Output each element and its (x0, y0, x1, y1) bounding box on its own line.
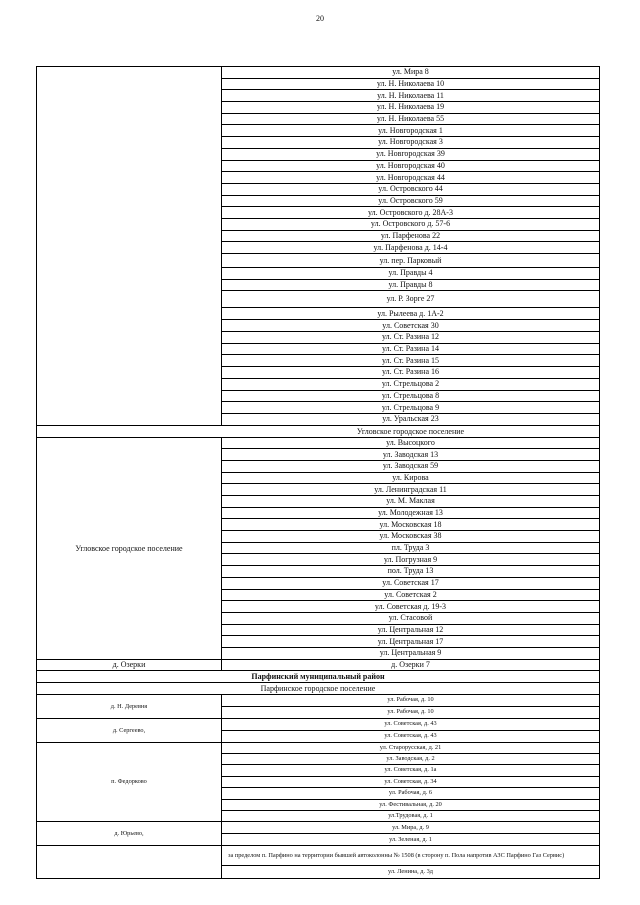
street-cell: ул. Ст. Разина 15 (222, 355, 599, 367)
ozerki-place: д. Озерки (37, 660, 222, 671)
parfino-header: Парфинское городское поселение (37, 683, 599, 695)
n-derevnya-block (37, 695, 599, 719)
uglovskoe-block (37, 438, 599, 660)
street-cell: ул. Островского 59 (222, 196, 599, 208)
street-cell: ул. Парфенова 22 (222, 231, 599, 243)
street-cell: ул. Островского 44 (222, 184, 599, 196)
street-cell: ул. Зеленая, д. 1 (222, 834, 599, 846)
street-cell: ул. Стасовой (222, 613, 599, 625)
street-cell: ул. Новгородская 1 (222, 125, 599, 137)
street-cell: ул. Н. Николаева 55 (222, 114, 599, 126)
street-cell: ул. Рабочая, д. 10 (222, 695, 599, 707)
street-cell: ул. Парфенова д. 14-4 (222, 242, 599, 254)
street-cell: ул. Советская д. 19-3 (222, 601, 599, 613)
uglovskoe-label: Угловское городское поселение (37, 438, 222, 660)
street-cell: ул. Ст. Разина 14 (222, 344, 599, 356)
street-cell: ул. Молодежная 13 (222, 508, 599, 520)
street-cell: ул. Новгородская 40 (222, 161, 599, 173)
block1 (37, 67, 599, 426)
street-cell: ул. Фестивальная, д. 20 (222, 800, 599, 811)
street-cell: ул. Н. Николаева 19 (222, 102, 599, 114)
street-cell: ул. Советская, д. 43 (222, 731, 599, 743)
street-cell: ул. Стрельцова 2 (222, 379, 599, 391)
street-cell: ул. Центральная 12 (222, 625, 599, 637)
street-cell: ул. Стрельцова 9 (222, 402, 599, 414)
street-cell: ул. Рылеева д. 1А-2 (222, 308, 599, 320)
street-cell: ул. Центральная 9 (222, 648, 599, 660)
uglovskoe-header: Угловское городское поселение (37, 426, 599, 438)
street-cell: ул. Уральская 23 (222, 414, 599, 426)
street-cell: ул. Кирова (222, 473, 599, 485)
street-cell: ул. Советская, д. 1а (222, 765, 599, 776)
yurievo-streets (222, 822, 599, 846)
street-cell: ул. Старорусская, д. 21 (222, 743, 599, 754)
street-cell: ул. Московская 38 (222, 531, 599, 543)
street-cell: ул. Рабочая, д. 10 (222, 707, 599, 719)
n-derevnya-place: д. Н. Деревня (37, 695, 222, 719)
street-cell: ул. Заводская 59 (222, 461, 599, 473)
street-cell: ул. Заводская 13 (222, 449, 599, 461)
addresses-table (36, 66, 600, 879)
sergeevo-block (37, 719, 599, 743)
street-cell: ул. Ленинградская 11 (222, 484, 599, 496)
street-cell: ул. Ст. Разина 16 (222, 367, 599, 379)
street-cell: ул. Московская 18 (222, 519, 599, 531)
street-cell: ул. пер. Парковый (222, 254, 599, 268)
street-cell: ул. Н. Николаева 10 (222, 79, 599, 91)
sergeevo-streets (222, 719, 599, 743)
street-cell: ул. Советская 17 (222, 578, 599, 590)
street-cell: ул. Новгородская 3 (222, 137, 599, 149)
street-cell: ул. Стрельцова 8 (222, 391, 599, 403)
street-cell: ул. Советская, д. 43 (222, 719, 599, 731)
street-cell: ул.Трудовая, д. 1 (222, 811, 599, 822)
street-cell: ул. Заводская, д. 2 (222, 754, 599, 765)
fedorkovo-block (37, 743, 599, 823)
street-cell: ул. Центральная 17 (222, 636, 599, 648)
street-cell: ул. Р. Зорге 27 (222, 291, 599, 308)
last-street: ул. Ленина, д. 3д (388, 868, 433, 876)
page-number: 20 (316, 14, 324, 23)
yurievo-place: д. Юрьево, (37, 822, 222, 846)
street-cell: ул. Советская 2 (222, 590, 599, 602)
street-cell: пл. Труда 3 (222, 543, 599, 555)
street-cell: ул. Мира 8 (222, 67, 599, 79)
street-cell: пол. Труда 13 (222, 566, 599, 578)
street-cell: ул. Н. Николаева 11 (222, 90, 599, 102)
street-cell: ул. Высоцкого (222, 438, 599, 450)
street-cell: ул. Ст. Разина 12 (222, 332, 599, 344)
district-header: Парфинский муниципальный район (37, 671, 599, 683)
sergeevo-place: д. Сергеево, (37, 719, 222, 743)
street-cell: ул. Рабочая, д. 6 (222, 788, 599, 799)
outside-left-cell (37, 846, 222, 878)
yurievo-block (37, 822, 599, 846)
street-cell: ул. Мира, д. 9 (222, 822, 599, 834)
fedorkovo-streets (222, 743, 599, 823)
street-cell: ул. М. Маклая (222, 496, 599, 508)
block1-left-cell (37, 67, 222, 426)
street-cell: ул. Правды 4 (222, 268, 599, 280)
outside-block (37, 846, 599, 878)
block1-streets (222, 67, 599, 426)
street-cell: ул. Погрузная 9 (222, 554, 599, 566)
street-cell: ул. Правды 8 (222, 280, 599, 292)
street-cell: ул. Советская 30 (222, 320, 599, 332)
ozerki-row (37, 660, 599, 671)
street-cell: ул. Советская, д. 34 (222, 777, 599, 788)
street-cell: ул. Островского д. 28А-3 (222, 207, 599, 219)
uglovskoe-streets (222, 438, 599, 660)
ozerki-street: д. Озерки 7 (222, 660, 599, 671)
outside-stack (222, 846, 599, 878)
street-cell: ул. Новгородская 44 (222, 172, 599, 184)
outside-text: за пределом п. Парфино на территории бывшей автоколонны № 1508 (в сторону п. Пола напротив АЗС Парфино Газ Сервис) (222, 846, 599, 866)
street-cell: ул. Новгородская 39 (222, 149, 599, 161)
street-cell: ул. Островского д. 57-6 (222, 219, 599, 231)
fedorkovo-place: п. Федорково (37, 743, 222, 823)
n-derevnya-streets (222, 695, 599, 719)
